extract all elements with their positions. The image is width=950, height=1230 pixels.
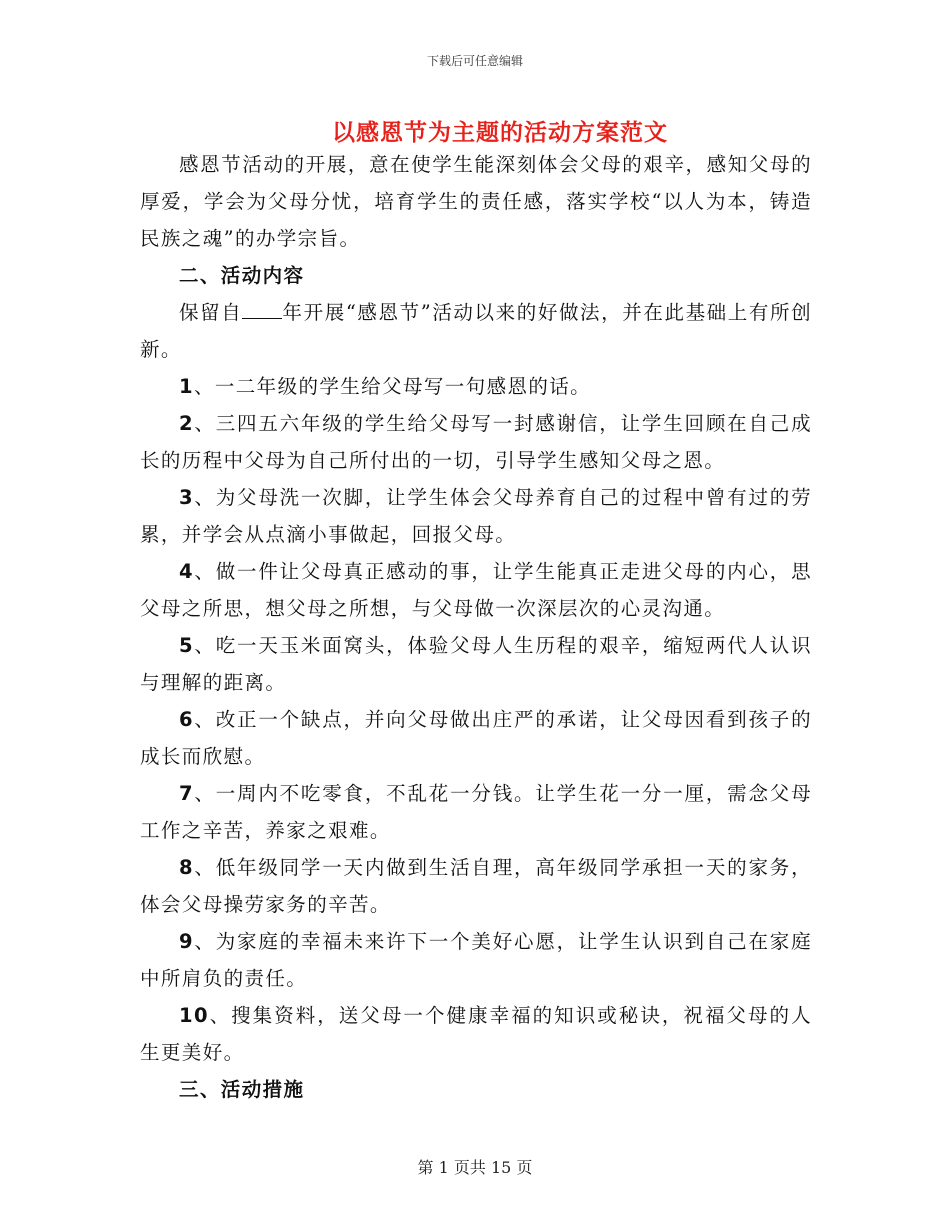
list-item-number: 3 [179,486,194,509]
list-item-text: 、为父母洗一次脚，让学生体会父母养育自己的过程中曾有过的劳累，并学会从点滴小事做起，回报父母。 [140,486,812,546]
list-item-number: 5 [179,634,194,657]
list-item [140,627,812,701]
list-item-text: 、做一件让父母真正感动的事，让学生能真正走进父母的内心，思父母之所思，想父母之所想，与父母做一次深层次的心灵沟通。 [140,560,812,620]
section-intro-paragraph [140,294,812,368]
list-item [140,479,812,553]
list-item [140,701,812,775]
list-item [140,997,812,1071]
section-heading-activity-measures: 三、活动措施 [179,1078,305,1101]
section-intro-after: 年开展“感恩节”活动以来的好做法，并在此基础上有所创新。 [140,301,813,361]
list-item-number: 9 [179,930,194,953]
list-item-number: 7 [179,782,194,805]
list-item [140,849,812,923]
list-item-number: 4 [179,560,194,583]
list-item-number: 2 [179,412,194,435]
list-item-text: 、一周内不吃零食，不乱花一分钱。让学生花一分一厘，需念父母工作之辛苦，养家之艰难。 [140,782,812,842]
list-item-text: 、吃一天玉米面窝头，体验父母人生历程的艰辛，缩短两代人认识与理解的距离。 [140,634,812,694]
list-item-text: 、改正一个缺点，并向父母做出庄严的承诺，让父母因看到孩子的成长而欣慰。 [140,708,812,768]
intro-paragraph: 感恩节活动的开展，意在使学生能深刻体会父母的艰辛，感知父母的厚爱，学会为父母分忧，培育学生的责任感，落实学校“以人为本，铸造民族之魂”的办学宗旨。 [140,153,812,250]
list-item [140,405,812,479]
document-body [140,146,812,1108]
list-item-number: 6 [179,708,194,731]
section-intro-before: 保留自 [179,301,243,324]
document-title: 以感恩节为主题的活动方案范文 [332,119,668,146]
list-item-text: 、一二年级的学生给父母写一句感恩的话。 [193,375,592,398]
list-item-text: 、低年级同学一天内做到生活自理，高年级同学承担一天的家务，体会父母操劳家务的辛苦。 [140,856,812,916]
list-item [140,775,812,849]
list-item-text: 、为家庭的幸福未来许下一个美好心愿，让学生认识到自己在家庭中所肩负的责任。 [140,930,812,990]
list-item-text: 、搜集资料，送父母一个健康幸福的知识或秘诀，祝福父母的人生更美好。 [140,1004,812,1064]
list-item-number: 8 [179,856,194,879]
list-item [140,553,812,627]
fill-in-blank [242,300,282,319]
page-footer-page-number: 第 1 页共 15 页 [417,1158,533,1177]
list-item-text: 、三四五六年级的学生给父母写一封感谢信，让学生回顾在自己成长的历程中父母为自己所付出的一切，引导学生感知父母之恩。 [140,412,812,472]
section-heading-activity-content: 二、活动内容 [179,264,305,287]
list-item [140,368,812,405]
page-header-note: 下载后可任意编辑 [426,54,523,68]
list-item-number: 10 [179,1004,209,1027]
list-item-number: 1 [179,375,194,398]
list-item [140,923,812,997]
